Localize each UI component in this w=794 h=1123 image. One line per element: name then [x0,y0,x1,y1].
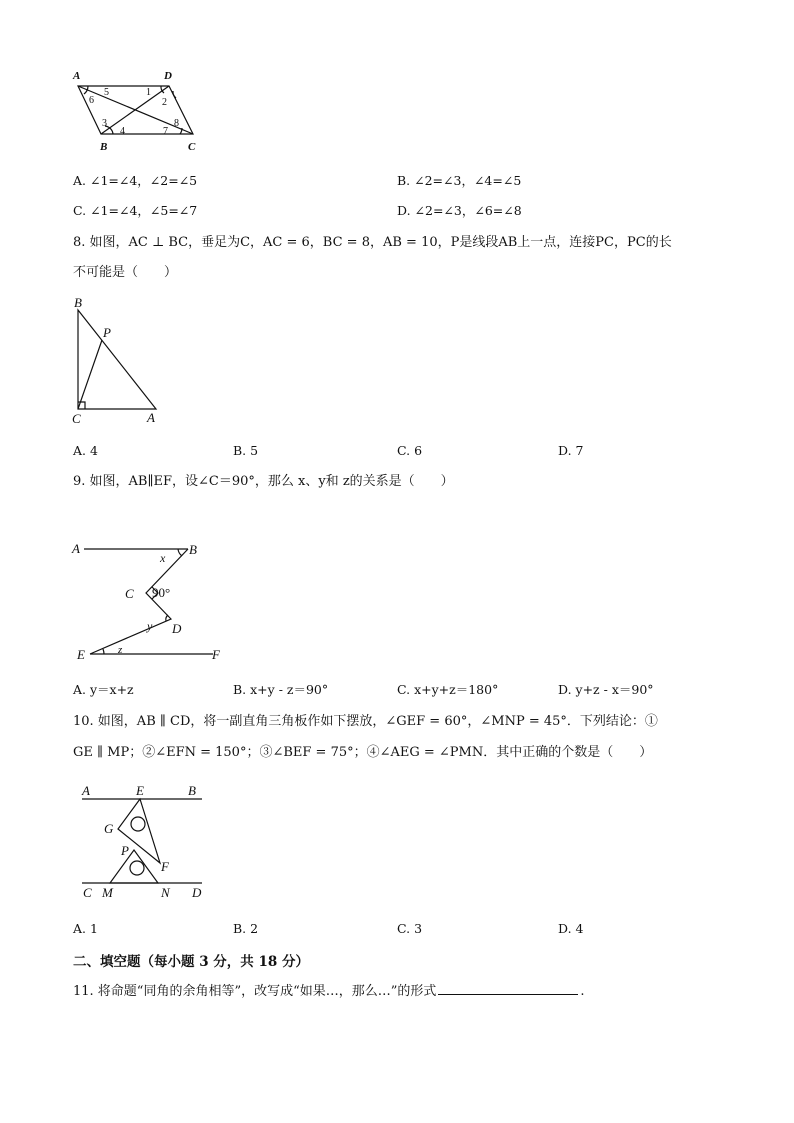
label-D: D [192,885,202,900]
q9-stem: 9. 如图，AB∥EF，设∠C＝90°，那么 x、y和 z的关系是（ ） [73,474,454,489]
label-F: F [161,859,169,874]
q11-text-before: 11. 将命题“同角的余角相等”，改写成“如果…，那么…”的形式 [73,984,437,999]
right-triangle-figure [68,292,168,427]
segment-pc [78,340,102,409]
angle-label-4: 4 [120,126,125,137]
label-C: C [125,586,134,601]
diagonal-bd [101,86,169,134]
label-F: F [212,647,220,662]
label-D: D [172,621,182,636]
angle-label-y: y [147,619,153,633]
q7-option-a: A. ∠1=∠4，∠2=∠5 [73,173,198,188]
section-heading-fill-in: 二、填空题（每小题 3 分，共 18 分） [73,954,309,970]
angle-label-x: x [160,551,166,565]
q7-option-b: B. ∠2=∠3，∠4=∠5 [397,173,522,188]
label-B: B [100,141,108,153]
q10-option-d: D. 4 [558,921,584,936]
label-A: A [147,410,155,425]
q9-option-d: D. y+z - x＝90° [558,682,654,697]
q10-stem-line2: GE ∥ MP；②∠EFN = 150°；③∠BEF = 75°；④∠AEG = ∠PMN．其中正确的个数是（ ） [73,745,653,760]
label-A: A [72,541,80,556]
zigzag-figure [68,535,238,665]
q8-option-a: A. 4 [73,443,98,458]
label-A: A [73,70,81,82]
set-squares-figure [70,780,220,905]
label-E: E [77,647,85,662]
label-G: G [104,821,114,836]
q8-stem-line2: 不可能是（ ） [73,265,178,280]
label-C: C [188,141,196,153]
q8-option-b: B. 5 [233,443,259,458]
q10-option-a: A. 1 [73,921,98,936]
angle-label-5: 5 [104,87,109,98]
hole-circle-upper [131,817,145,831]
label-C: C [83,885,92,900]
q8-stem-line1: 8. 如图，AC ⊥ BC，垂足为C，AC = 6，BC = 8，AB = 10，P是线段AB上一点，连接PC，PC的长 [73,235,672,250]
q7-option-d: D. ∠2=∠3，∠6=∠8 [397,203,522,218]
q9-option-c: C. x+y+z＝180° [397,682,499,697]
label-N: N [161,885,170,900]
q8-option-d: D. 7 [558,443,584,458]
label-P: P [103,325,111,340]
triangle-abc [78,310,156,409]
q9-option-a: A. y＝x+z [73,682,134,697]
label-C: C [72,411,81,426]
angle-label-7: 7 [163,126,168,137]
label-B: B [74,295,82,310]
q10-stem-line1: 10. 如图，AB ∥ CD，将一副直角三角板作如下摆放，∠GEF = 60°，∠MNP = 45°．下列结论：① [73,714,658,729]
q11-text-after: . [580,984,585,999]
angle-label-8: 8 [174,118,179,129]
label-A: A [82,783,90,798]
hole-circle-lower [130,861,144,875]
angle-label-3: 3 [102,118,107,129]
label-D: D [164,70,172,82]
label-E: E [136,783,144,798]
label-B: B [188,783,196,798]
q10-option-c: C. 3 [397,921,423,936]
label-P: P [121,843,129,858]
parallelogram-figure [68,66,198,156]
angle-label-90: 90° [152,585,171,600]
angle-label-2: 2 [162,97,167,108]
angle-label-1: 1 [146,87,151,98]
q7-option-c: C. ∠1=∠4，∠5=∠7 [73,203,198,218]
q9-option-b: B. x+y - z＝90° [233,682,329,697]
q11-stem [73,982,585,1000]
angle-label-z: z [118,644,123,656]
angle-label-6: 6 [89,95,94,106]
label-B: B [189,542,197,557]
q8-option-c: C. 6 [397,443,423,458]
label-M: M [102,885,113,900]
q10-option-b: B. 2 [233,921,259,936]
zigzag-path [90,549,188,654]
q11-answer-blank[interactable] [438,982,578,995]
